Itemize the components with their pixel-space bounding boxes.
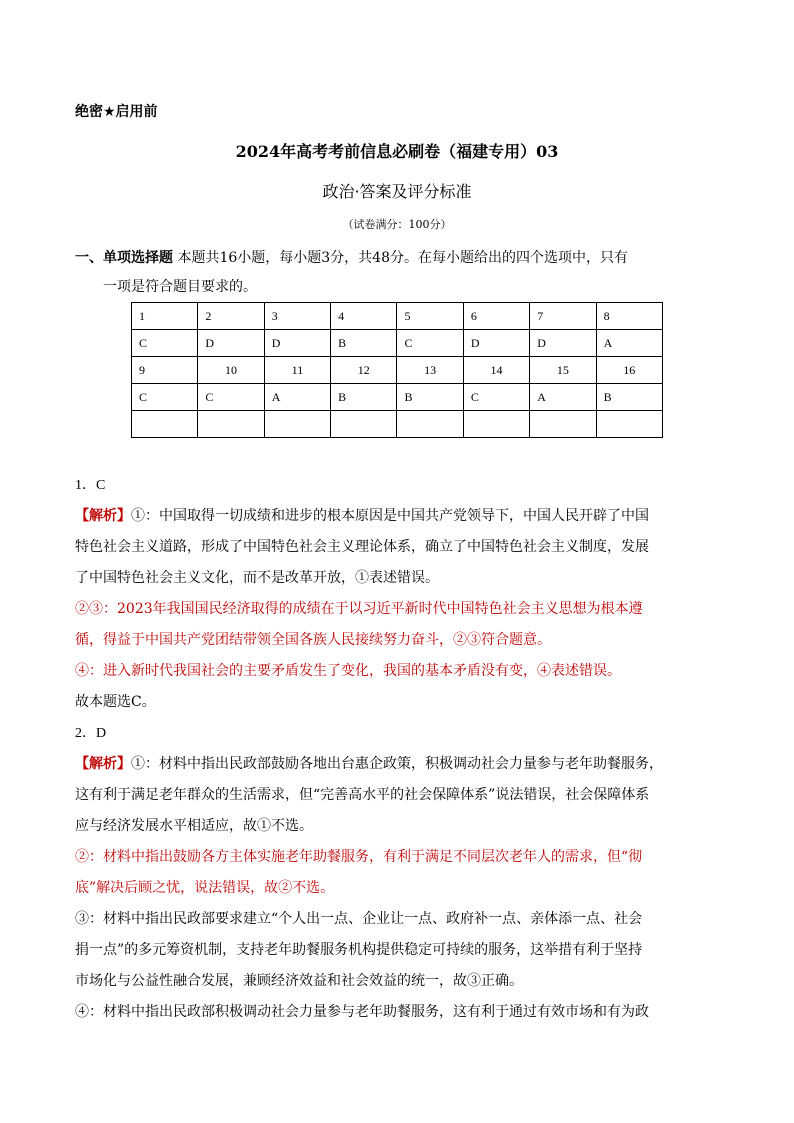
table-row (132, 411, 663, 438)
analysis-tag: 【解析】 (75, 508, 131, 524)
table-cell: C (397, 330, 463, 357)
table-cell (132, 411, 198, 438)
q1-analysis-3: ④：进入新时代我国社会的主要矛盾发生了变化，我国的基本矛盾没有变，④表述错误。 (75, 663, 621, 679)
table-cell (198, 411, 264, 438)
question-2-answer: 2．D (75, 726, 107, 741)
table-cell: 7 (530, 303, 596, 330)
table-cell: 2 (198, 303, 264, 330)
table-cell (397, 411, 463, 438)
table-cell: 8 (596, 303, 662, 330)
section-desc-line2: 一项是符合题目要求的。 (103, 279, 257, 295)
q1-analysis-1c: 了中国特色社会主义文化，而不是改革开放，①表述错误。 (75, 570, 439, 586)
table-cell (596, 411, 662, 438)
section-desc-line1: 本题共16小题，每小题3分，共48分。在每小题给出的四个选项中，只有 (177, 250, 628, 266)
table-cell: A (264, 384, 330, 411)
table-cell: D (264, 330, 330, 357)
table-cell: 11 (264, 357, 330, 384)
q2-analysis-3a: ③：材料中指出民政部要求建立“个人出一点、企业让一点、政府补一点、亲体添一点、社会 (75, 911, 643, 927)
answer-table (131, 302, 663, 438)
table-cell: 1 (132, 303, 198, 330)
q2-analysis-4a: ④：材料中指出民政部积极调动社会力量参与老年助餐服务，这有利于通过有效市场和有为政 (75, 1004, 649, 1020)
question-1-answer: 1．C (75, 478, 106, 493)
table-cell: A (596, 330, 662, 357)
table-cell: 15 (530, 357, 596, 384)
table-cell: D (463, 330, 529, 357)
table-row (132, 303, 663, 330)
table-cell: 10 (198, 357, 264, 384)
table-cell: 6 (463, 303, 529, 330)
page-subtitle: 政治·答案及评分标准 (322, 182, 472, 201)
table-cell: 5 (397, 303, 463, 330)
table-cell: B (331, 330, 397, 357)
table-cell: 4 (331, 303, 397, 330)
section-heading (75, 244, 725, 302)
table-cell: C (198, 384, 264, 411)
q2-analysis-3b: 捐一点”的多元筹资机制，支持老年助餐服务机构提供稳定可持续的服务，这举措有利于坚持 (75, 942, 643, 958)
table-row (132, 330, 663, 357)
table-cell: C (132, 384, 198, 411)
table-cell: B (397, 384, 463, 411)
q2-analysis-1b: 这有利于满足老年群众的生活需求，但“完善高水平的社会保障体系”说法错误，社会保障体系 (75, 787, 650, 803)
table-cell: B (596, 384, 662, 411)
q2-analysis-3c: 市场化与公益性融合发展，兼顾经济效益和社会效益的统一，故③正确。 (75, 973, 523, 989)
table-cell: C (463, 384, 529, 411)
q2-analysis-2a: ②：材料中指出鼓励各方主体实施老年助餐服务，有利于满足不同层次老年人的需求，但“彻 (75, 849, 643, 865)
analysis-tag: 【解析】 (75, 756, 131, 772)
table-cell: 9 (132, 357, 198, 384)
table-cell (264, 411, 330, 438)
table-cell: 16 (596, 357, 662, 384)
q2-analysis-1c: 应与经济发展水平相适应，故①不选。 (75, 818, 313, 834)
q2-analysis-2b: 底”解决后顾之忧，说法错误，故②不选。 (75, 880, 335, 896)
table-cell: 14 (463, 357, 529, 384)
answer-explanations (75, 470, 725, 1028)
table-cell: D (198, 330, 264, 357)
table-cell: A (530, 384, 596, 411)
table-cell: 12 (331, 357, 397, 384)
section-title: 一、单项选择题 (75, 250, 173, 266)
q1-analysis-2a: ②③：2023年我国国民经济取得的成绩在于以习近平新时代中国特色社会主义思想为根本遵 (75, 601, 643, 617)
table-cell: C (132, 330, 198, 357)
table-cell (530, 411, 596, 438)
table-row (132, 357, 663, 384)
table-cell: 13 (397, 357, 463, 384)
q2-analysis-1a (75, 749, 725, 780)
score-note: （试卷满分：100分） (342, 218, 452, 231)
q1-analysis-1b: 特色社会主义道路，形成了中国特色社会主义理论体系，确立了中国特色社会主义制度，发展 (75, 539, 649, 555)
table-row (132, 384, 663, 411)
q1-text: ①：中国取得一切成绩和进步的根本原因是中国共产党领导下，中国人民开辟了中国 (131, 508, 649, 524)
table-cell (463, 411, 529, 438)
table-cell: B (331, 384, 397, 411)
q1-conclusion: 故本题选C。 (75, 694, 156, 710)
table-cell (331, 411, 397, 438)
q2-text: ①：材料中指出民政部鼓励各地出台惠企政策，积极调动社会力量参与老年助餐服务， (131, 756, 663, 772)
q1-analysis-1a (75, 501, 725, 532)
page-title: 2024年高考考前信息必刷卷（福建专用）03 (235, 142, 559, 161)
secret-label: 绝密★启用前 (75, 104, 158, 120)
q1-analysis-2b: 循，得益于中国共产党团结带领全国各族人民接续努力奋斗，②③符合题意。 (75, 632, 551, 648)
table-cell: 3 (264, 303, 330, 330)
table-cell: D (530, 330, 596, 357)
